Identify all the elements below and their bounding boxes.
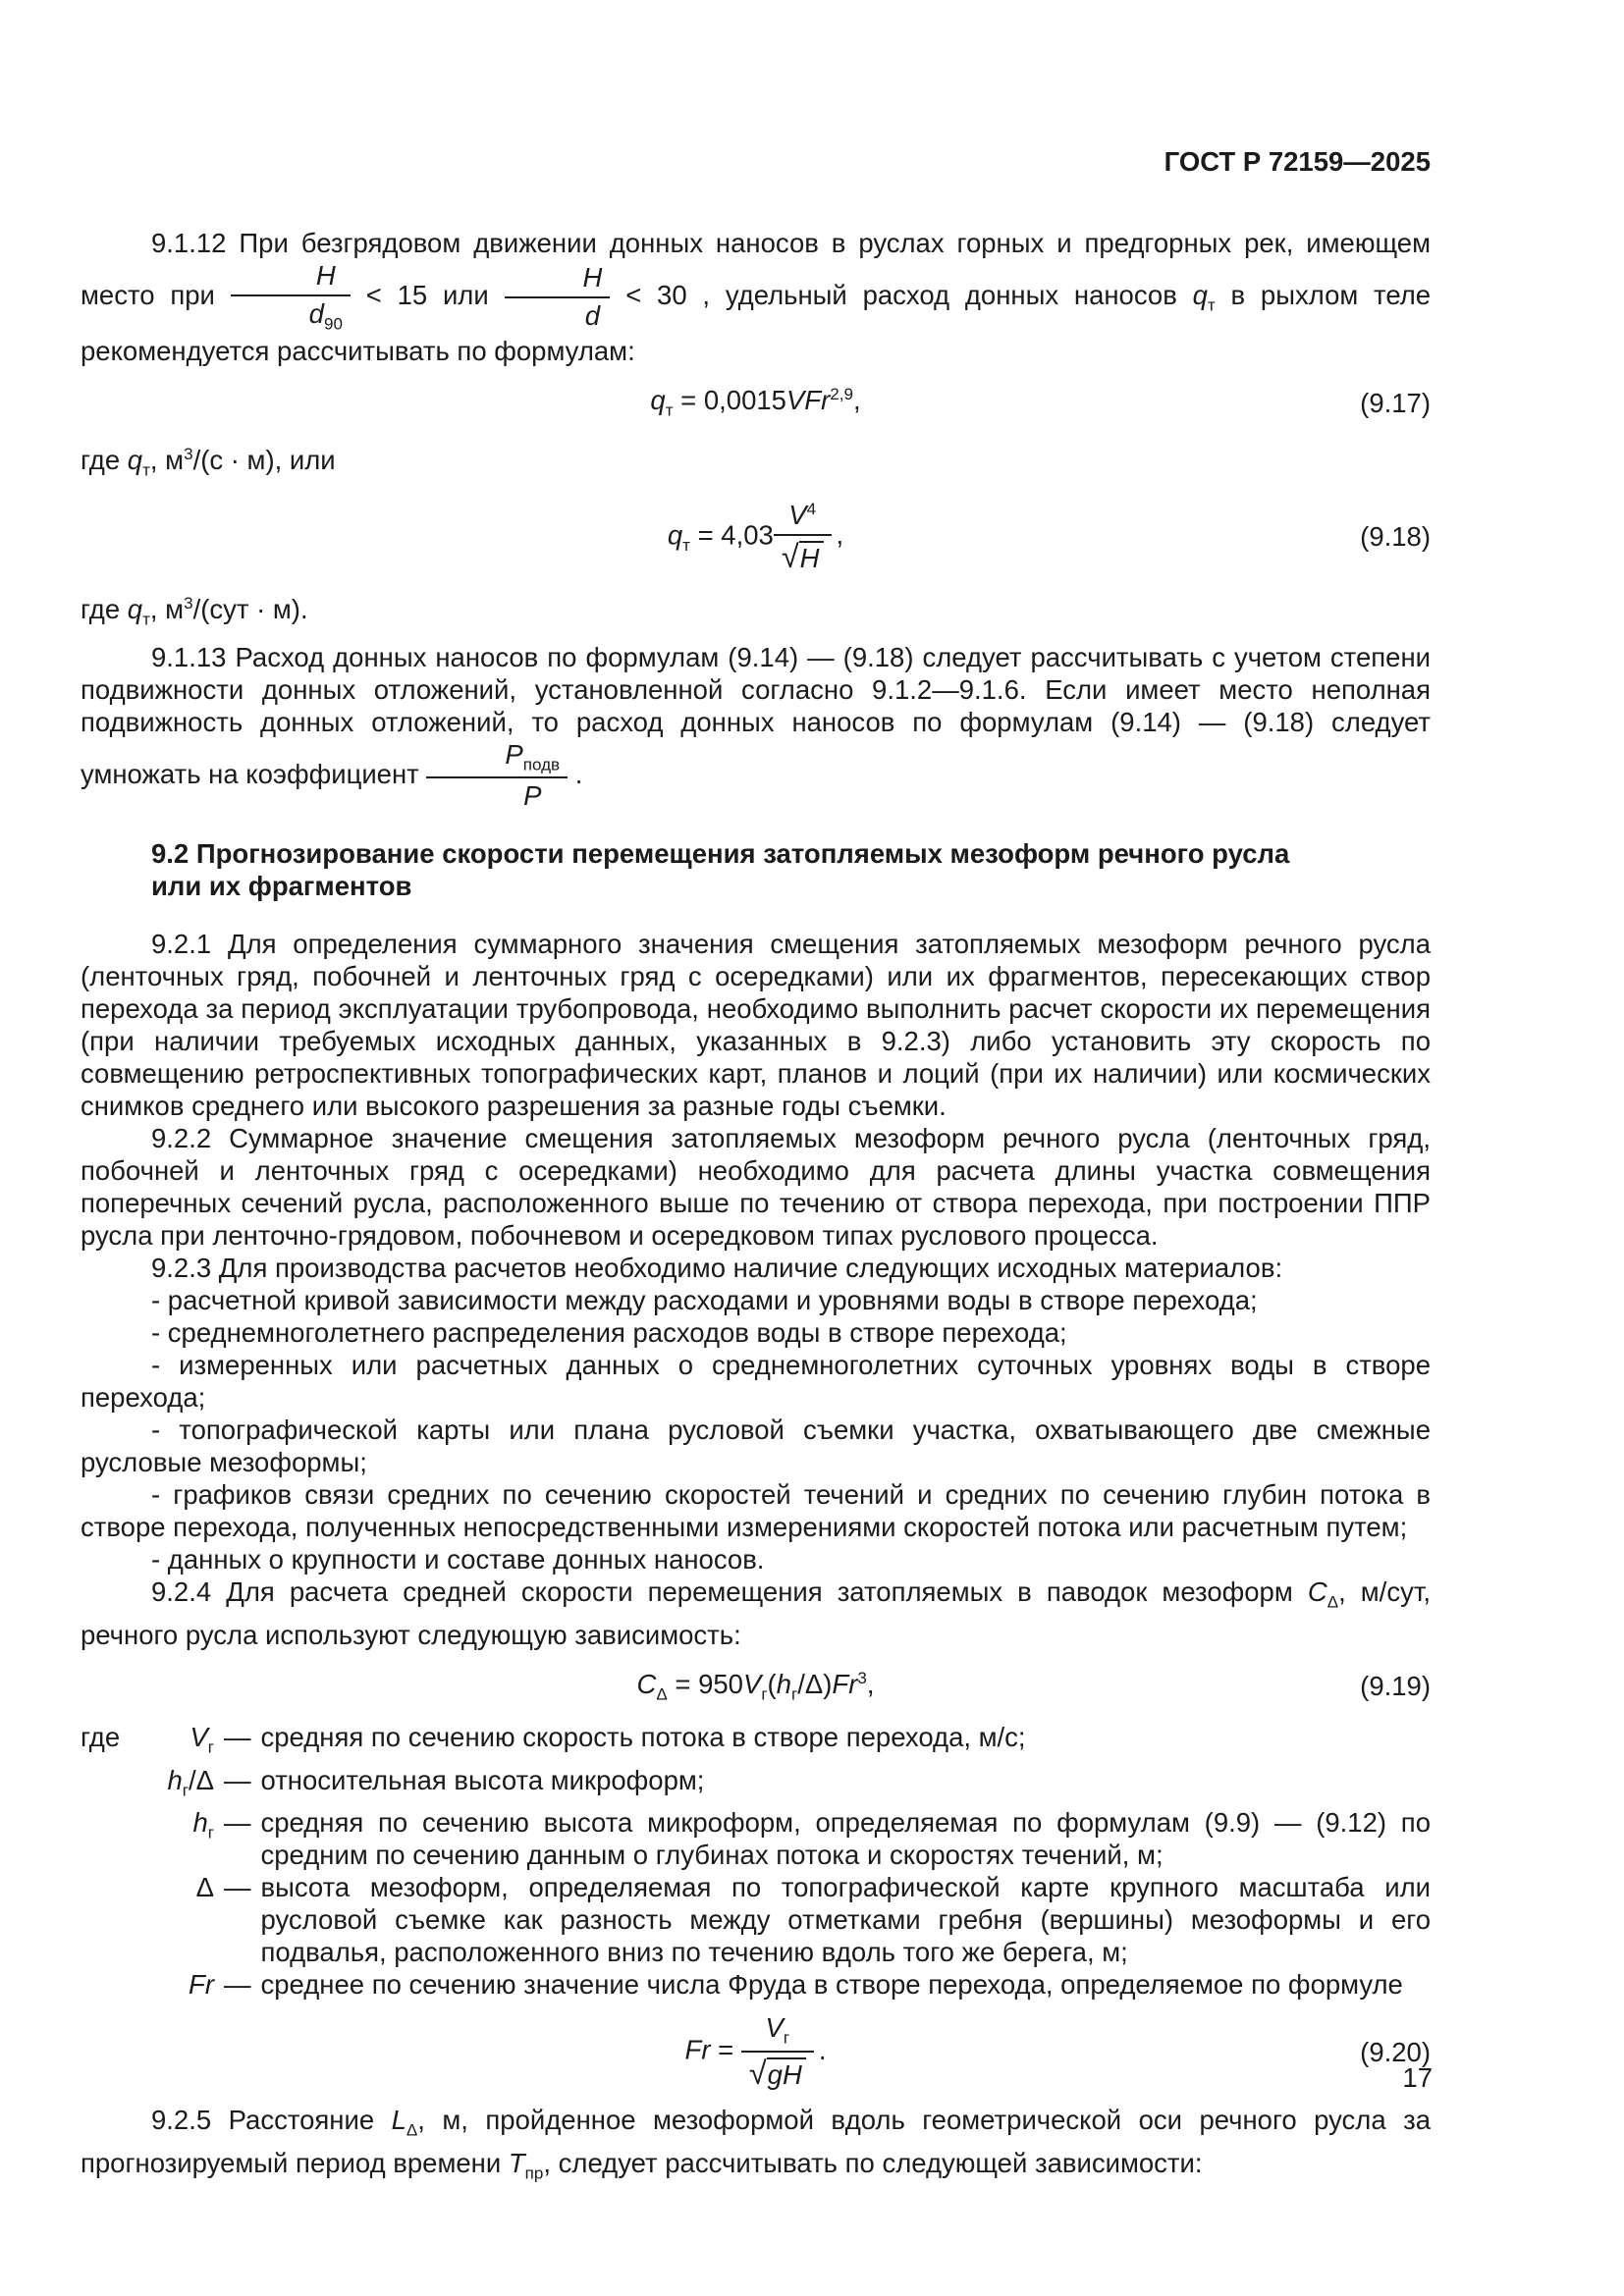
where-spacer bbox=[81, 1871, 137, 1968]
var-V: V bbox=[788, 499, 807, 530]
where-clause-9-18 bbox=[81, 587, 1431, 636]
paragraph-9-2-4 bbox=[81, 1575, 1431, 1651]
definition-text: средняя по сечению скорость потока в створе перехода, м/с; bbox=[260, 1722, 1026, 1753]
paragraph-9-2-2: 9.2.2 Суммарное значение смещения затопляемых мезоформ речного русла (ленточных гряд, побочней и ленточных гряд с осередками) необходимо для расчета длины участка совмещения поперечных сечений русла, расположенного выше по течению от створа перехода, при построении ППР русла при ленточно-грядовом, побочневом и осередковом типах руслового процесса. bbox=[81, 1123, 1431, 1252]
text-fragment: < 15 или bbox=[365, 279, 489, 310]
text-fragment: , м bbox=[149, 594, 185, 625]
superscript-2-9: 2,9 bbox=[830, 385, 853, 404]
subscript-t: т bbox=[682, 535, 690, 555]
var-V: V bbox=[742, 1668, 762, 1699]
subscript-g: г bbox=[761, 1684, 768, 1704]
subscript-90: 90 bbox=[323, 314, 343, 334]
where-label: где bbox=[81, 1722, 121, 1753]
operator-fragment: = bbox=[710, 2034, 741, 2065]
punctuation: , bbox=[852, 385, 861, 416]
var-gH: gH bbox=[767, 2058, 802, 2090]
var-VFr: VFr bbox=[785, 385, 831, 416]
text-fragment: , следует рассчитывать по следующей зависимости: bbox=[543, 2147, 1203, 2178]
definition-text: среднее по сечению значение числа Фруда в створе перехода, определяемое по формуле bbox=[260, 1969, 1403, 2001]
where-clause-9-17 bbox=[81, 438, 1431, 487]
dash: — bbox=[224, 1722, 251, 1753]
fraction-H-over-d90 bbox=[231, 259, 351, 335]
where-spacer bbox=[81, 1968, 137, 2001]
var-Fr: Fr bbox=[832, 1668, 858, 1699]
text-fragment: 9.1.12 При безгрядовом движении донных наносов в руслах горных и предгорных рек, имеющем место при bbox=[81, 228, 1431, 310]
definition-text: относительная высота микроформ; bbox=[260, 1764, 705, 1795]
definition-row-delta bbox=[81, 1871, 1431, 1968]
bullet-item: - данных о крупности и составе донных наносов. bbox=[151, 1544, 765, 1575]
formula-9-20 bbox=[685, 2011, 827, 2093]
var-q: q bbox=[650, 385, 666, 416]
section-heading-9-2 bbox=[81, 837, 1431, 902]
bullet-item: - измеренных или расчетных данных о среднемноголетних суточных уровнях воды в створе перехода; bbox=[81, 1350, 1431, 1414]
subscript-podv: подв bbox=[522, 755, 561, 774]
var-h: h bbox=[167, 1764, 183, 1795]
definitions-list bbox=[81, 1721, 1431, 2001]
var-q: q bbox=[1192, 279, 1208, 310]
definition-row-Fr bbox=[81, 1968, 1431, 2001]
definition-term bbox=[137, 1871, 214, 1968]
text-fragment: где bbox=[81, 445, 121, 476]
var-q: q bbox=[127, 594, 143, 625]
var-q: q bbox=[127, 445, 143, 476]
var-C: C bbox=[1307, 1576, 1327, 1608]
subscript-t: т bbox=[142, 610, 150, 629]
var-h: h bbox=[192, 1807, 208, 1839]
term-suffix: /Δ bbox=[188, 1764, 214, 1795]
text-fragment: , м bbox=[149, 445, 185, 476]
where-spacer bbox=[81, 1806, 137, 1871]
dash: — bbox=[224, 1872, 251, 1903]
text-fragment: где bbox=[81, 594, 121, 625]
dash: — bbox=[224, 1969, 251, 2001]
var-H: H bbox=[582, 261, 603, 293]
text-fragment: < 30 , удельный расход донных наносов bbox=[625, 279, 1177, 310]
punctuation: , bbox=[836, 519, 844, 551]
equation-number: (9.20) bbox=[1360, 2037, 1431, 2068]
var-H: H bbox=[799, 542, 820, 573]
text-fragment: /(с · м), или bbox=[192, 445, 336, 476]
fraction-numerator bbox=[505, 261, 611, 298]
fraction-denominator bbox=[741, 2053, 814, 2093]
fraction-numerator bbox=[426, 738, 568, 779]
equation-number: (9.19) bbox=[1360, 1670, 1431, 1701]
fraction-numerator bbox=[774, 498, 832, 536]
equation-number: (9.17) bbox=[1360, 387, 1431, 418]
subscript-g: г bbox=[207, 1737, 214, 1757]
var-h: h bbox=[776, 1668, 792, 1699]
definition-term bbox=[137, 1764, 214, 1807]
definition-term bbox=[137, 1968, 214, 2001]
var-L: L bbox=[391, 2105, 406, 2136]
heading-line-2: или их фрагментов bbox=[151, 871, 412, 902]
subscript-pr: пр bbox=[524, 2163, 544, 2183]
subscript-t: т bbox=[142, 460, 150, 480]
fraction-Ppodv-over-P bbox=[426, 738, 568, 814]
var-delta: Δ bbox=[195, 1872, 214, 1903]
page-number: 17 bbox=[1402, 2062, 1433, 2093]
definition-row-hg bbox=[81, 1806, 1431, 1871]
text-fragment: в рыхлом теле рекомендуется рассчитывать по формулам: bbox=[81, 279, 1432, 367]
var-V: V bbox=[189, 1722, 208, 1753]
fraction-denominator bbox=[426, 778, 568, 814]
fraction-Vg-over-sqrtgH bbox=[741, 2011, 814, 2093]
equation-9-19 bbox=[81, 1662, 1431, 1711]
formula-9-17 bbox=[650, 378, 860, 427]
superscript-3: 3 bbox=[184, 593, 193, 613]
radicand bbox=[767, 2057, 806, 2091]
bullet-item: - среднемноголетнего распределения расходов воды в створе перехода; bbox=[151, 1317, 1067, 1349]
text-fragment: 9.2.4 Для расчета средней скорости перемещения затопляемых в паводок мезоформ bbox=[151, 1576, 1293, 1608]
operator-fragment: = 4,03 bbox=[689, 519, 774, 551]
paragraph-9-2-3: 9.2.3 Для производства расчетов необходимо наличие следующих исходных материалов: bbox=[151, 1253, 1283, 1284]
var-T: T bbox=[508, 2147, 525, 2178]
equation-9-18 bbox=[81, 498, 1431, 576]
definition-row-Vg bbox=[81, 1721, 1431, 1764]
paragraph-9-1-12 bbox=[81, 227, 1431, 367]
superscript-3: 3 bbox=[184, 445, 193, 464]
bullet-item: - расчетной кривой зависимости между расходами и уровнями воды в створе перехода; bbox=[151, 1285, 1258, 1316]
superscript-4: 4 bbox=[806, 499, 817, 518]
fraction-denominator bbox=[774, 536, 832, 576]
var-d: d bbox=[308, 297, 324, 329]
definition-text: средняя по сечению высота микроформ, определяемая по формулам (9.9) — (9.12) по средним по сечению данным о глубинах потока и скоростях течений, м; bbox=[260, 1807, 1431, 1871]
text-fragment: , м, пройденное мезоформой вдоль геометрической оси речного русла за прогнозируемый период времени bbox=[81, 2105, 1432, 2178]
equation-9-20 bbox=[81, 2011, 1431, 2093]
formula-9-19 bbox=[636, 1662, 874, 1711]
equation-number: (9.18) bbox=[1360, 521, 1431, 553]
radical-sign: √ bbox=[781, 538, 799, 574]
where-spacer bbox=[81, 1764, 137, 1807]
subscript-t: т bbox=[1207, 295, 1216, 315]
dash: — bbox=[224, 1807, 251, 1839]
text-fragment: 9.2.5 Расстояние bbox=[151, 2105, 375, 2136]
bullet-item: - топографической карты или плана русловой съемки участка, охватывающего две смежные русловые мезоформы; bbox=[81, 1415, 1431, 1478]
paragraph-9-1-13 bbox=[81, 641, 1431, 814]
fraction-numerator bbox=[741, 2011, 814, 2053]
punctuation: ( bbox=[767, 1668, 777, 1699]
equation-9-17 bbox=[81, 378, 1431, 427]
subscript-t: т bbox=[665, 401, 674, 421]
var-V: V bbox=[765, 2012, 784, 2044]
subscript-delta: Δ bbox=[1326, 1592, 1339, 1612]
fraction-numerator bbox=[231, 259, 351, 296]
bullet-item: - графиков связи средних по сечению скоростей течений и средних по сечению глубин потока в створе перехода, полученных непосредственными измерениями скоростей потока или расчетным путем; bbox=[81, 1479, 1431, 1543]
operator-fragment: = 950 bbox=[667, 1668, 743, 1699]
subscript-delta: Δ bbox=[656, 1684, 668, 1704]
text-fragment: , м/сут, речного русла используют следующую зависимость: bbox=[81, 1576, 1432, 1650]
var-C: C bbox=[636, 1668, 657, 1699]
punctuation: . bbox=[818, 2034, 827, 2065]
heading-line-1: 9.2 Прогнозирование скорости перемещения затопляемых мезоформ речного русла bbox=[151, 838, 1290, 870]
definition-text: высота мезоформ, определяемая по топографической карте крупного масштаба или русловой съемке как разность между отметками гребня (вершины) мезоформы и его подвалья, расположенного вниз по течению вдоль того же берега, м; bbox=[260, 1872, 1431, 1968]
text-fragment: 9.1.13 Расход донных наносов по формулам (9.14) — (9.18) следует рассчитывать с учетом степени подвижности донных отложений, установленной согласно 9.1.2—9.1.6. Если имеет место неполная подвижность донных отложений, то расход донных наносов по формулам (9.14) — (9.18) следует умножать на коэффициент bbox=[81, 641, 1431, 789]
subscript-g: г bbox=[791, 1684, 798, 1704]
radical-sign: √ bbox=[748, 2055, 767, 2091]
var-P: P bbox=[523, 780, 542, 812]
superscript-3: 3 bbox=[857, 1668, 867, 1687]
fraction-H-over-d bbox=[505, 261, 611, 334]
definition-term bbox=[137, 1806, 214, 1871]
subscript-g: г bbox=[783, 2028, 790, 2048]
subscript-g: г bbox=[207, 1823, 214, 1842]
subscript-g: г bbox=[182, 1781, 189, 1800]
definition-row-hg-delta bbox=[81, 1764, 1431, 1807]
punctuation: . bbox=[574, 758, 583, 789]
var-Fr: Fr bbox=[189, 1969, 214, 2001]
fraction-denominator bbox=[505, 298, 611, 334]
dash: — bbox=[224, 1764, 251, 1795]
text-fragment: /Δ) bbox=[797, 1668, 833, 1699]
text-fragment: /(сут · м). bbox=[192, 594, 308, 625]
subscript-delta: Δ bbox=[406, 2120, 418, 2140]
var-d: d bbox=[584, 299, 601, 331]
fraction-denominator bbox=[231, 296, 351, 336]
doc-code-header: ГОСТ Р 72159—2025 bbox=[1164, 146, 1431, 177]
definition-term bbox=[137, 1721, 214, 1764]
radicand bbox=[799, 541, 824, 574]
var-H: H bbox=[315, 260, 336, 291]
punctuation: , bbox=[866, 1668, 875, 1699]
operator-fragment: = 0,0015 bbox=[673, 385, 786, 416]
paragraph-9-2-5 bbox=[81, 2104, 1431, 2189]
fraction-V4-over-sqrtH bbox=[774, 498, 832, 576]
var-Fr: Fr bbox=[684, 2034, 711, 2065]
formula-9-18 bbox=[668, 498, 843, 576]
var-P: P bbox=[505, 738, 523, 770]
paragraph-9-2-1: 9.2.1 Для определения суммарного значения смещения затопляемых мезоформ речного русла (ленточных гряд, побочней и ленточных гряд с осередками) или их фрагментов, пересекающих створ перехода за период эксплуатации трубопровода, необходимо выполнить расчет скорости их перемещения (при наличии требуемых исходных данных, указанных в 9.2.3) либо установить эту скорость по совмещению ретроспективных топографических карт, планов и лоций (при их наличии) или космических снимков среднего или высокого разрешения за разные годы съемки. bbox=[81, 929, 1431, 1122]
var-q: q bbox=[667, 519, 683, 551]
